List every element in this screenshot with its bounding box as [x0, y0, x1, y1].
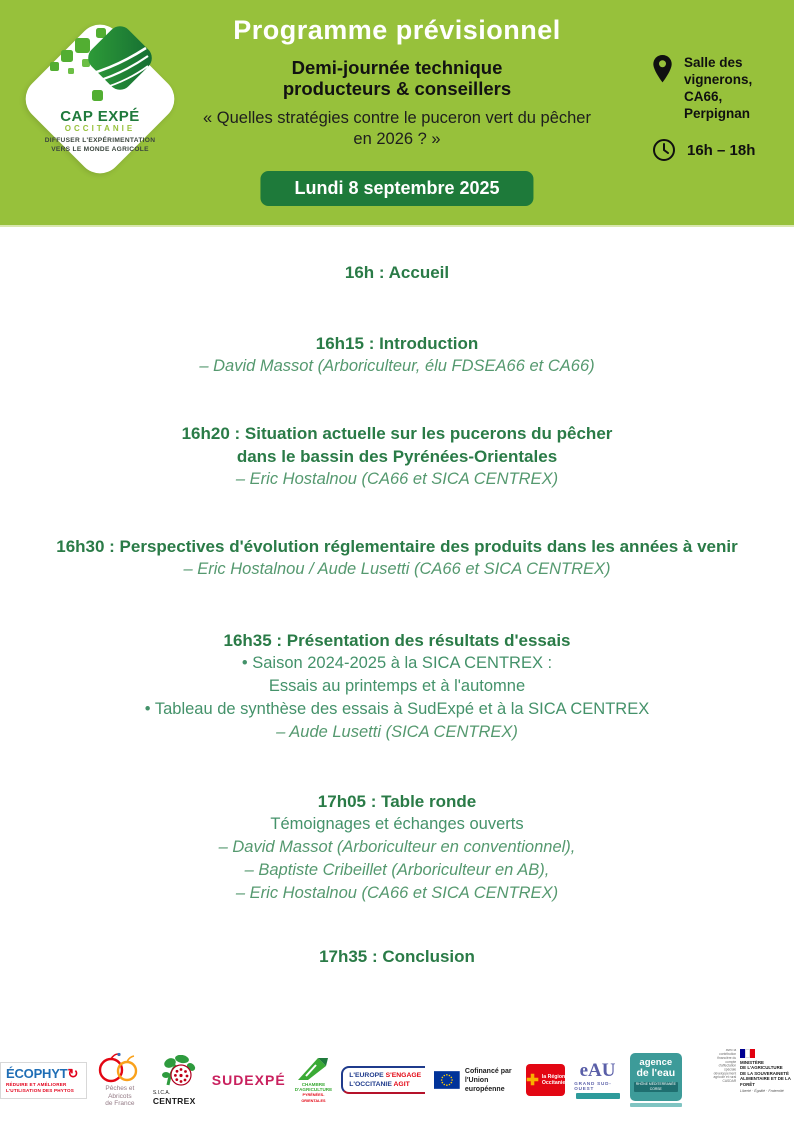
session-16h30-perspectives [0, 535, 794, 581]
session-17h05-table-ronde [0, 790, 794, 905]
session-detail: Témoignages et échanges ouverts [270, 815, 524, 833]
session-speaker: – David Massot (Arboriculteur, élu FDSEA66 et CA66) [199, 357, 595, 375]
occitan-cross-icon: ✚ [526, 1071, 539, 1089]
session-title: 17h35 : Conclusion [319, 947, 475, 966]
logo-eu-cofinance: Cofinancé par l'Union européenne [434, 1067, 517, 1094]
chambre-agriculture-icon [296, 1056, 330, 1082]
centrex-wordmark: S.I.C.A. CENTREX [152, 1089, 196, 1106]
clock-icon [652, 138, 676, 162]
session-title-line2: dans le bassin des Pyrénées-Orientales [236, 447, 558, 466]
date-badge: Lundi 8 septembre 2025 [260, 171, 533, 206]
logo-sica-centrex [153, 1055, 203, 1106]
session-bullet: • Tableau de synthèse des essais à SudExpé et à la SICA CENTREX [144, 700, 650, 718]
agence-strip [630, 1103, 682, 1107]
ecophyto-arrow-icon: ↻ [67, 1065, 79, 1081]
logo-ecophyto: ÉCOPHYT↻ RÉDUIRE ET AMÉLIORER L'UTILISATION DES PHYTOS [0, 1062, 87, 1099]
session-speaker: – Eric Hostalnou / Aude Lusetti (CA66 et SICA CENTREX) [183, 560, 611, 578]
time-text: 16h – 18h [687, 141, 756, 159]
event-subtitle: Demi-journée technique producteurs & conseillers [282, 57, 512, 99]
session-16h-accueil [0, 261, 794, 284]
logo-ministere-agriculture: avec la contribution financière du compte d'affectation spéciale développement agricole et rural CASDAR MINISTÈRE DE L'AGRICULTURE DE LA SOUVERAINETÉ ALIMENTAIRE ET DE LA FORÊT Liberté · Égalité · Fraternité [691, 1049, 794, 1112]
logo-region-occitanie: ✚ la Région Occitanie [526, 1064, 565, 1096]
casdar-mention: avec la contribution financière du compte d'affectation spéciale développement agricole et rural CASDAR [713, 1048, 737, 1083]
logo-peches-abricots: Pêches et Abricots de France [96, 1052, 144, 1108]
session-16h35-presentation [0, 629, 794, 744]
event-info-block [652, 54, 790, 162]
session-speaker: – Eric Hostalnou (CA66 et SICA CENTREX) [235, 884, 559, 902]
session-title: 17h05 : Table ronde [317, 792, 477, 811]
location-text: Salle des vignerons, CA66, Perpignan [684, 55, 753, 121]
logo-europe-sengage: L'EUROPE S'ENGAGE L'OCCITANIE AGIT [341, 1066, 425, 1094]
logo-tagline: DIFFUSER L'EXPÉRIMENTATION VERS LE MONDE AGRICOLE [44, 137, 156, 153]
session-title: 16h35 : Présentation des résultats d'essais [223, 631, 571, 650]
session-title: 16h : Accueil [344, 263, 450, 282]
logo-chambre-agriculture: CHAMBRE D'AGRICULTURE PYRÉNÉES-ORIENTALES [295, 1056, 333, 1104]
logo-name: CAP EXPÉ [60, 108, 140, 125]
session-16h20-situation [0, 422, 794, 491]
logo-agence-de-leau: agence de l'eau RHÔNE MÉDITERRANÉE CORSE [630, 1053, 682, 1107]
session-title: 16h30 : Perspectives d'évolution réglementaire des produits dans les années à venir [56, 537, 738, 556]
session-speaker: – Eric Hostalnou (CA66 et SICA CENTREX) [235, 470, 559, 488]
event-theme-quote: « Quelles stratégies contre le puceron vert du pêcher en 2026 ? » [203, 109, 591, 148]
session-title: 16h15 : Introduction [315, 334, 479, 353]
page-title: Programme prévisionnel [233, 15, 561, 45]
logo-eau-grand-sud-ouest: eAU GRAND SUD-OUEST [574, 1062, 621, 1099]
sudexpe-wordmark: SUDEXPÉ [211, 1072, 286, 1088]
session-speaker: – Baptiste Cribeillet (Arboriculteur en AB), [244, 861, 550, 879]
schedule-list [0, 227, 794, 968]
eau-wordmark: eAU [579, 1059, 616, 1081]
session-speaker: – David Massot (Arboriculteur en conventionnel), [218, 838, 576, 856]
partner-logos-strip [0, 1047, 794, 1113]
eau-banner-bar [576, 1093, 620, 1099]
session-title: 16h20 : Situation actuelle sur les pucerons du pêcher [181, 424, 613, 443]
location-pin-icon [652, 54, 673, 84]
session-bullet: • Saison 2024-2025 à la SICA CENTREX : [241, 654, 553, 672]
french-flag-icon [740, 1049, 794, 1058]
centrex-tree-icon [160, 1055, 196, 1089]
header-banner [0, 0, 794, 227]
session-16h15-introduction [0, 332, 794, 378]
session-speaker: – Aude Lusetti (SICA CENTREX) [276, 723, 518, 741]
session-detail: Essais au printemps et à l'automne [268, 677, 526, 695]
eu-flag-icon [434, 1069, 460, 1091]
logo-region: OCCITANIE [64, 124, 136, 133]
peches-fruits-icon [96, 1052, 144, 1084]
ecophyto-wordmark: ÉCOPHYT↻ [6, 1065, 79, 1081]
logo-sudexpe [212, 1072, 286, 1088]
session-17h35-conclusion [0, 945, 794, 968]
